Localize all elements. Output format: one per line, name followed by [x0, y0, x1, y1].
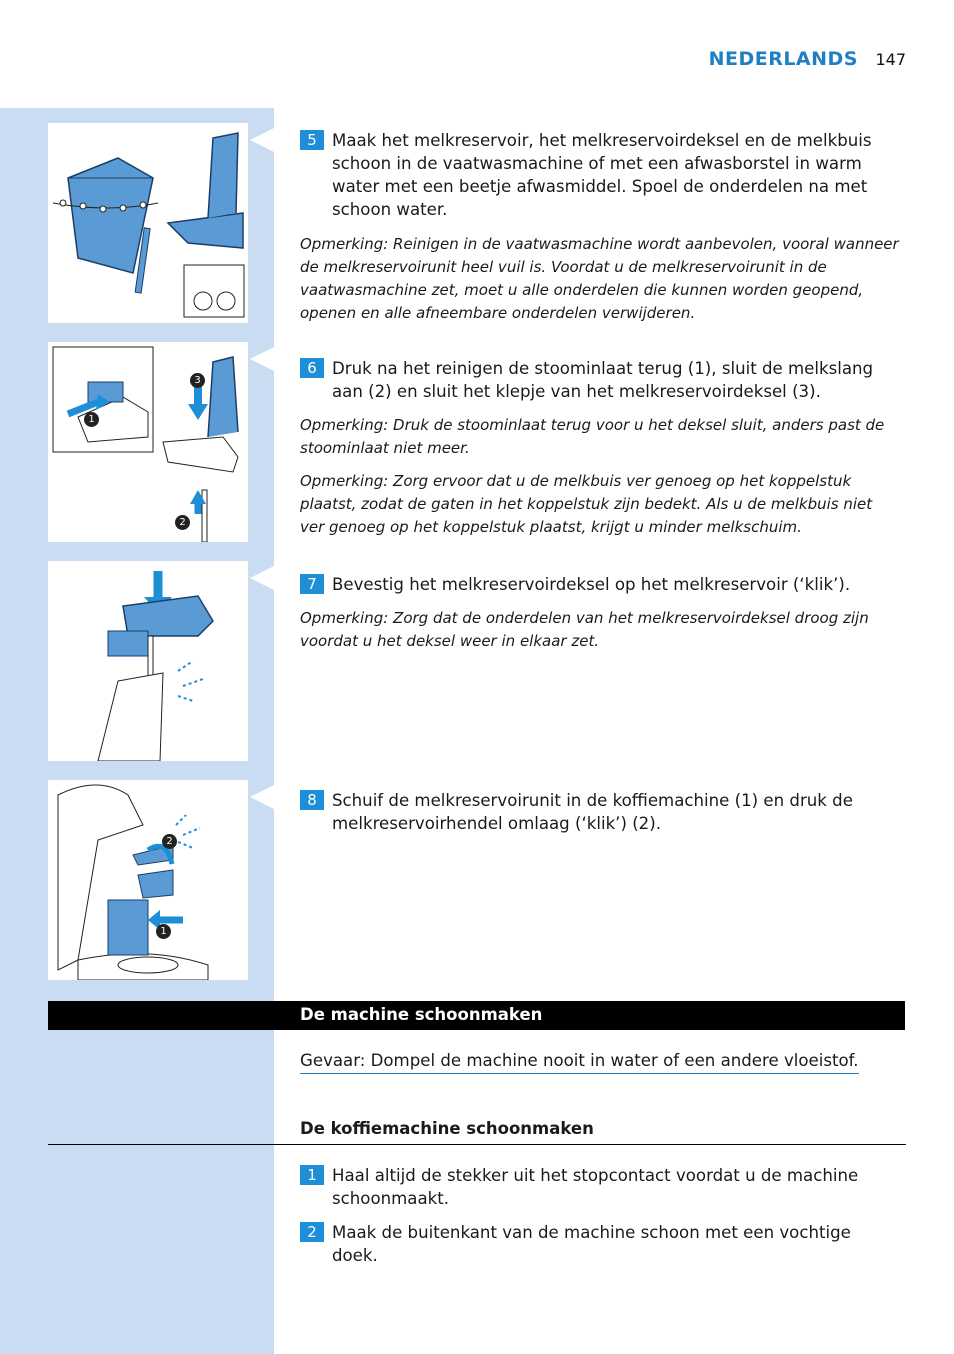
step-number: 2: [300, 1222, 324, 1242]
callout-2: 2: [162, 834, 177, 849]
callout-1: 1: [84, 412, 99, 427]
step-text: Bevestig het melkreservoirdeksel op het melkreservoir (‘klik’).: [332, 575, 851, 594]
callout-2: 2: [175, 515, 190, 530]
note-steam-inlet: Opmerking: Druk de stoominlaat terug voor u het deksel sluit, anders past de stoominlaat niet meer.: [300, 416, 885, 457]
subsection-title: De koffiemachine schoonmaken: [300, 1119, 594, 1138]
step-number: 5: [300, 130, 324, 150]
step-text: Druk na het reinigen de stoominlaat terug (1), sluit de melkslang aan (2) en sluit het klepje van het melkreservoirdeksel (3).: [332, 359, 874, 401]
figure-steam-inlet: [48, 342, 248, 542]
figure-pointer: [250, 785, 274, 809]
step-text: Schuif de melkreservoirunit in de koffiemachine (1) en druk de melkreservoirhendel omlaag (‘klik’) (2).: [332, 791, 853, 833]
note-lid-dry: Opmerking: Zorg dat de onderdelen van het melkreservoirdeksel droog zijn voordat u het deksel weer in elkaar zet.: [300, 609, 869, 650]
callout-3: 3: [190, 373, 205, 388]
figure-lid-attach: [48, 561, 248, 761]
step-6: [300, 357, 900, 403]
figure-pointer: [250, 347, 274, 371]
divider: [48, 1144, 906, 1145]
warning-text: Gevaar: Dompel de machine nooit in water of een andere vloeistof.: [300, 1049, 859, 1074]
figure-pointer: [250, 566, 274, 590]
figure-dishwasher-parts: [48, 123, 248, 323]
step-text: Haal altijd de stekker uit het stopcontact voordat u de machine schoonmaakt.: [332, 1166, 859, 1208]
step-number: 7: [300, 574, 324, 594]
section-title: De machine schoonmaken: [300, 1005, 543, 1024]
step-5: [300, 129, 900, 221]
section-heading-bar: [48, 1001, 905, 1030]
figure-pointer: [250, 128, 274, 152]
page-number: 147: [875, 50, 906, 69]
note-milk-tube: Opmerking: Zorg ervoor dat u de melkbuis ver genoeg op het koppelstuk plaatst, zodat de gaten in het koppelstuk zijn bedekt. Als u de melkbuis niet ver genoeg op het koppelstuk plaatst, krijgt u minder melkschuim.: [300, 472, 873, 536]
language-header: NEDERLANDS: [708, 48, 858, 70]
figure-insert-unit: [48, 780, 248, 980]
step-7: [300, 573, 900, 596]
cleaning-step-2: [300, 1221, 900, 1267]
step-number: 8: [300, 790, 324, 810]
callout-1: 1: [156, 924, 171, 939]
step-number: 6: [300, 358, 324, 378]
step-text: Maak de buitenkant van de machine schoon met een vochtige doek.: [332, 1223, 851, 1265]
step-number: 1: [300, 1165, 324, 1185]
cleaning-step-1: [300, 1164, 900, 1210]
note-dishwasher: Opmerking: Reinigen in de vaatwasmachine wordt aanbevolen, vooral wanneer de melkreservoirunit heel vuil is. Voordat u de melkreservoirunit in de vaatwasmachine zet, moet u alle onderdelen die kunnen worden geopend, openen en alle afneembare onderdelen verwijderen.: [300, 235, 899, 322]
step-8: [300, 789, 900, 835]
step-text: Maak het melkreservoir, het melkreservoirdeksel en de melkbuis schoon in de vaatwasmachine of met een afwasborstel in warm water met een beetje afwasmiddel. Spoel de onderdelen na met schoon water.: [332, 131, 872, 219]
